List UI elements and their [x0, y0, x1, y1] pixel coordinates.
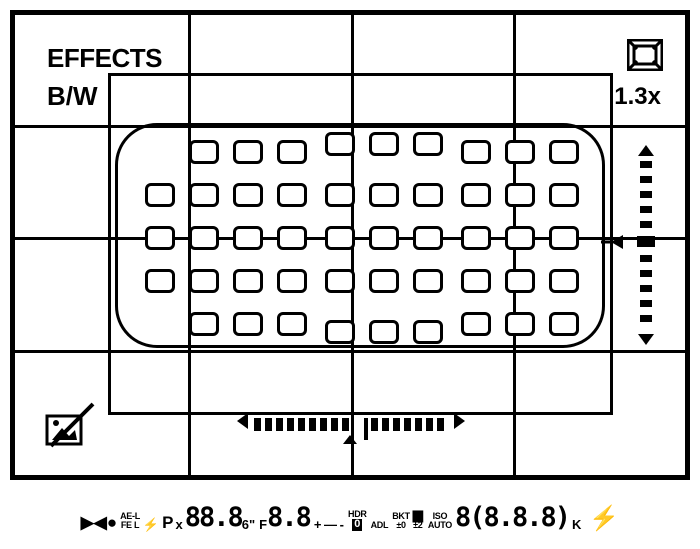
af-point[interactable] — [189, 140, 219, 164]
af-point[interactable] — [277, 140, 307, 164]
crop-frame-icon — [627, 39, 663, 71]
af-point-grid — [145, 140, 577, 335]
af-point[interactable] — [505, 140, 535, 164]
af-point[interactable] — [189, 226, 219, 250]
level-segment — [640, 300, 652, 307]
effects-label: EFFECTS — [47, 43, 162, 73]
level-segment — [640, 255, 652, 262]
af-point[interactable] — [189, 183, 219, 207]
fe-lock-indicator: FE L — [120, 520, 140, 531]
af-point[interactable] — [461, 183, 491, 207]
af-point[interactable] — [189, 269, 219, 293]
af-point[interactable] — [189, 312, 219, 336]
level-segment — [640, 191, 652, 198]
af-point[interactable] — [277, 226, 307, 250]
focus-indicator: ▶◀● — [80, 512, 118, 532]
triangle-up-icon — [638, 145, 654, 156]
k-unit-label: K — [572, 516, 582, 532]
level-center-tick — [364, 418, 368, 440]
level-segment — [287, 418, 294, 431]
vertical-level-indicator — [635, 145, 657, 345]
x-sync-indicator: x — [175, 516, 183, 532]
af-point[interactable] — [277, 269, 307, 293]
level-segment — [254, 418, 261, 431]
af-point[interactable] — [369, 132, 399, 156]
af-point[interactable] — [505, 269, 535, 293]
af-side-marker-right — [601, 235, 623, 254]
af-point[interactable] — [277, 183, 307, 207]
battery-icon: ▆ — [412, 507, 423, 523]
af-point[interactable] — [145, 183, 175, 207]
level-segment — [640, 285, 652, 292]
af-point[interactable] — [549, 140, 579, 164]
level-segment — [320, 418, 327, 431]
af-point[interactable] — [233, 226, 263, 250]
shutter-speed-value: 88.8 — [184, 501, 242, 533]
af-point[interactable] — [549, 183, 579, 207]
level-segment — [276, 418, 283, 431]
level-segment — [298, 418, 305, 431]
af-point[interactable] — [277, 312, 307, 336]
crop-factor-label: 1.3x — [614, 83, 661, 110]
af-point[interactable] — [461, 269, 491, 293]
af-point[interactable] — [145, 226, 175, 250]
triangle-left-icon — [237, 413, 248, 429]
level-segment — [371, 418, 378, 431]
af-point[interactable] — [505, 183, 535, 207]
triangle-right-icon — [454, 413, 465, 429]
af-point[interactable] — [233, 183, 263, 207]
af-point[interactable] — [369, 183, 399, 207]
af-point[interactable] — [413, 226, 443, 250]
ae-lock-indicator: AE-L — [120, 510, 140, 521]
level-segment — [640, 315, 652, 322]
effect-mode-label: B/W — [47, 81, 98, 111]
af-point[interactable] — [325, 132, 355, 156]
af-point[interactable] — [461, 140, 491, 164]
triangle-down-icon — [638, 334, 654, 345]
af-point[interactable] — [461, 226, 491, 250]
af-point[interactable] — [461, 312, 491, 336]
level-segment — [640, 221, 652, 228]
bkt-label: BKT — [392, 510, 410, 521]
level-segment — [309, 418, 316, 431]
level-segment — [393, 418, 400, 431]
exposure-mode: P — [162, 512, 174, 532]
exposure-indicator: + — - — [313, 516, 344, 532]
af-point[interactable] — [505, 312, 535, 336]
exposure-compensation-value: ±2 — [413, 520, 423, 531]
frame-count-value: 8(8.8.8) — [454, 501, 570, 533]
level-segment — [426, 418, 433, 431]
flexible-program-icon: ⚡ — [142, 516, 160, 532]
af-point[interactable] — [549, 312, 579, 336]
af-point[interactable] — [325, 320, 355, 344]
iso-label: ISO — [432, 510, 448, 521]
level-segment — [640, 176, 652, 183]
level-segment-center — [637, 236, 655, 247]
hdr-label: HDR — [348, 508, 367, 519]
af-point[interactable] — [413, 132, 443, 156]
level-segment — [331, 418, 338, 431]
level-segment — [415, 418, 422, 431]
level-segment — [437, 418, 444, 431]
aperture-value: 8.8 — [267, 501, 310, 533]
viewfinder-frame — [10, 10, 690, 480]
shutter-speed-unit: 6" — [241, 516, 256, 532]
af-point[interactable] — [233, 140, 263, 164]
vertical-level-bar — [640, 161, 652, 329]
af-point[interactable] — [233, 312, 263, 336]
level-center-pointer-icon — [343, 435, 357, 444]
af-point[interactable] — [233, 269, 263, 293]
af-point[interactable] — [413, 269, 443, 293]
exposure-compensation-icon — [45, 400, 101, 452]
af-point[interactable] — [369, 269, 399, 293]
af-point[interactable] — [369, 320, 399, 344]
af-point[interactable] — [325, 183, 355, 207]
af-point[interactable] — [505, 226, 535, 250]
level-segment — [640, 270, 652, 277]
info-bar — [0, 492, 700, 542]
af-point[interactable] — [325, 269, 355, 293]
af-point[interactable] — [145, 269, 175, 293]
level-segment — [404, 418, 411, 431]
level-segment — [640, 206, 652, 213]
af-point[interactable] — [325, 226, 355, 250]
level-segment — [640, 161, 652, 168]
flash-compensation: ±0 — [396, 520, 406, 531]
af-point[interactable] — [413, 320, 443, 344]
af-point[interactable] — [413, 183, 443, 207]
adl-label: ADL — [370, 520, 389, 531]
horizontal-level-bar — [254, 418, 448, 431]
level-segment — [265, 418, 272, 431]
af-point[interactable] — [549, 226, 579, 250]
iso-auto-label: AUTO — [427, 520, 452, 531]
flash-ready-icon: ⚡ — [589, 504, 620, 532]
horizontal-level-indicator — [237, 413, 465, 447]
af-point[interactable] — [549, 269, 579, 293]
af-point-center[interactable] — [369, 226, 399, 250]
level-segment — [342, 418, 349, 431]
level-segment — [382, 418, 389, 431]
hdr-value: 0 — [354, 517, 361, 530]
aperture-prefix: F — [259, 516, 268, 532]
